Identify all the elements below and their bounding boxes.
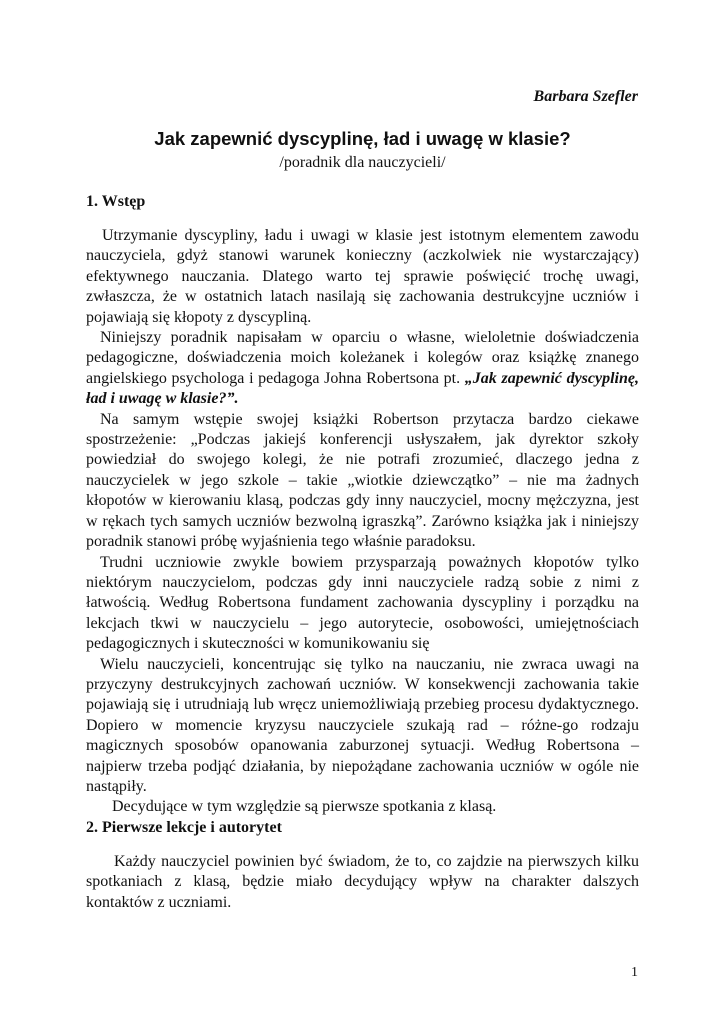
page-number: 1 — [631, 965, 638, 980]
paragraph: Decydujące w tym względzie są pierwsze spotkania z klasą. — [112, 798, 497, 816]
section-heading-first-lessons: 2. Pierwsze lekcje i autorytet — [86, 819, 282, 836]
author-name: Barbara Szefler — [533, 88, 638, 105]
paragraph-text: Niniejszy poradnik napisałam w oparciu o własne, wieloletnie doświadczenia pedagogiczne, doświadczenia moich koleżanek i kolegów oraz książkę znanego angielskiego psychologa i pedagoga Johna Robertsona pt. — [86, 329, 639, 387]
paragraph — [86, 328, 639, 410]
paragraph: Wielu nauczycieli, koncentrując się tylko na nauczaniu, nie zwraca uwagi na przyczyny destrukcyjnych zachowań uczniów. W konsekwencji zachowania takie pojawiają się i utrudniają lub wręcz uniemożliwiają przebieg procesu dydaktycznego. Dopiero w momencie kryzysu nauczyciele szukają rad – różne-go rodzaju magicznych sposobów opanowania zaburzonej sytuacji. Według Robertsona – najpierw trzeba podjąć działania, by niepożądane zachowania uczniów w ogóle nie nastąpiły. — [86, 655, 639, 795]
document-subtitle: /poradnik dla nauczycieli/ — [279, 154, 446, 171]
paragraph: Każdy nauczyciel powinien być świadom, że to, co zajdzie na pierwszych kilku spotkaniach z klasą, będzie miało decydujący wpływ na charakter dalszych kontaktów z uczniami. — [86, 853, 639, 911]
paragraph: Na samym wstępie swojej książki Robertson przytacza bardzo ciekawe spostrzeżenie: „Podczas jakiejś konferencji usłyszałem, jak dyrektor szkoły powiedział do swojego kolegi, że nie potrafi zrozumieć, dlaczego jedna z nauczycielek w jego szkole – takie „wiotkie dziewczątko” – nie ma żadnych kłopotów w kierowaniu klasą, podczas gdy inny nauczyciel, mocny mężczyzna, jest w rękach tych samych uczniów bezwolną igraszką”. Zarówno książka jak i niniejszy poradnik stanowi próbę wyjaśnienia tego właśnie paradoksu. — [86, 410, 639, 551]
section-body-intro — [86, 226, 639, 818]
paragraph: Utrzymanie dyscypliny, ładu i uwagi w klasie jest istotnym elementem zawodu nauczyciela, gdyż stanowi warunek konieczny (aczkolwiek nie wystarczający) efektywnego nauczania. Dlatego warto tej sprawie poświęcić trochę uwagi, zwłaszcza, że w ostatnich latach nasilają się zachowania destrukcyjne uczniów i pojawiają się kłopoty z dyscypliną. — [86, 227, 639, 326]
section-body-first-lessons — [86, 852, 639, 913]
paragraph: Trudni uczniowie zwykle bowiem przysparzają poważnych kłopotów tylko niektórym nauczycielom, podczas gdy inni nauczyciele radzą sobie z nimi z łatwością. Według Robertsona fundament zachowania dyscypliny i porządku na lekcjach tkwi w nauczycielu – jego autorytecie, osobowości, umiejętnościach pedagogicznych i skuteczności w komunikowaniu się — [86, 553, 639, 653]
document-title: Jak zapewnić dyscyplinę, ład i uwagę w klasie? — [154, 128, 571, 149]
book-title: „Jak zapewnić dyscyplinę, ład i uwagę w klasie?”. — [86, 369, 639, 408]
section-heading-intro: 1. Wstęp — [86, 193, 146, 210]
